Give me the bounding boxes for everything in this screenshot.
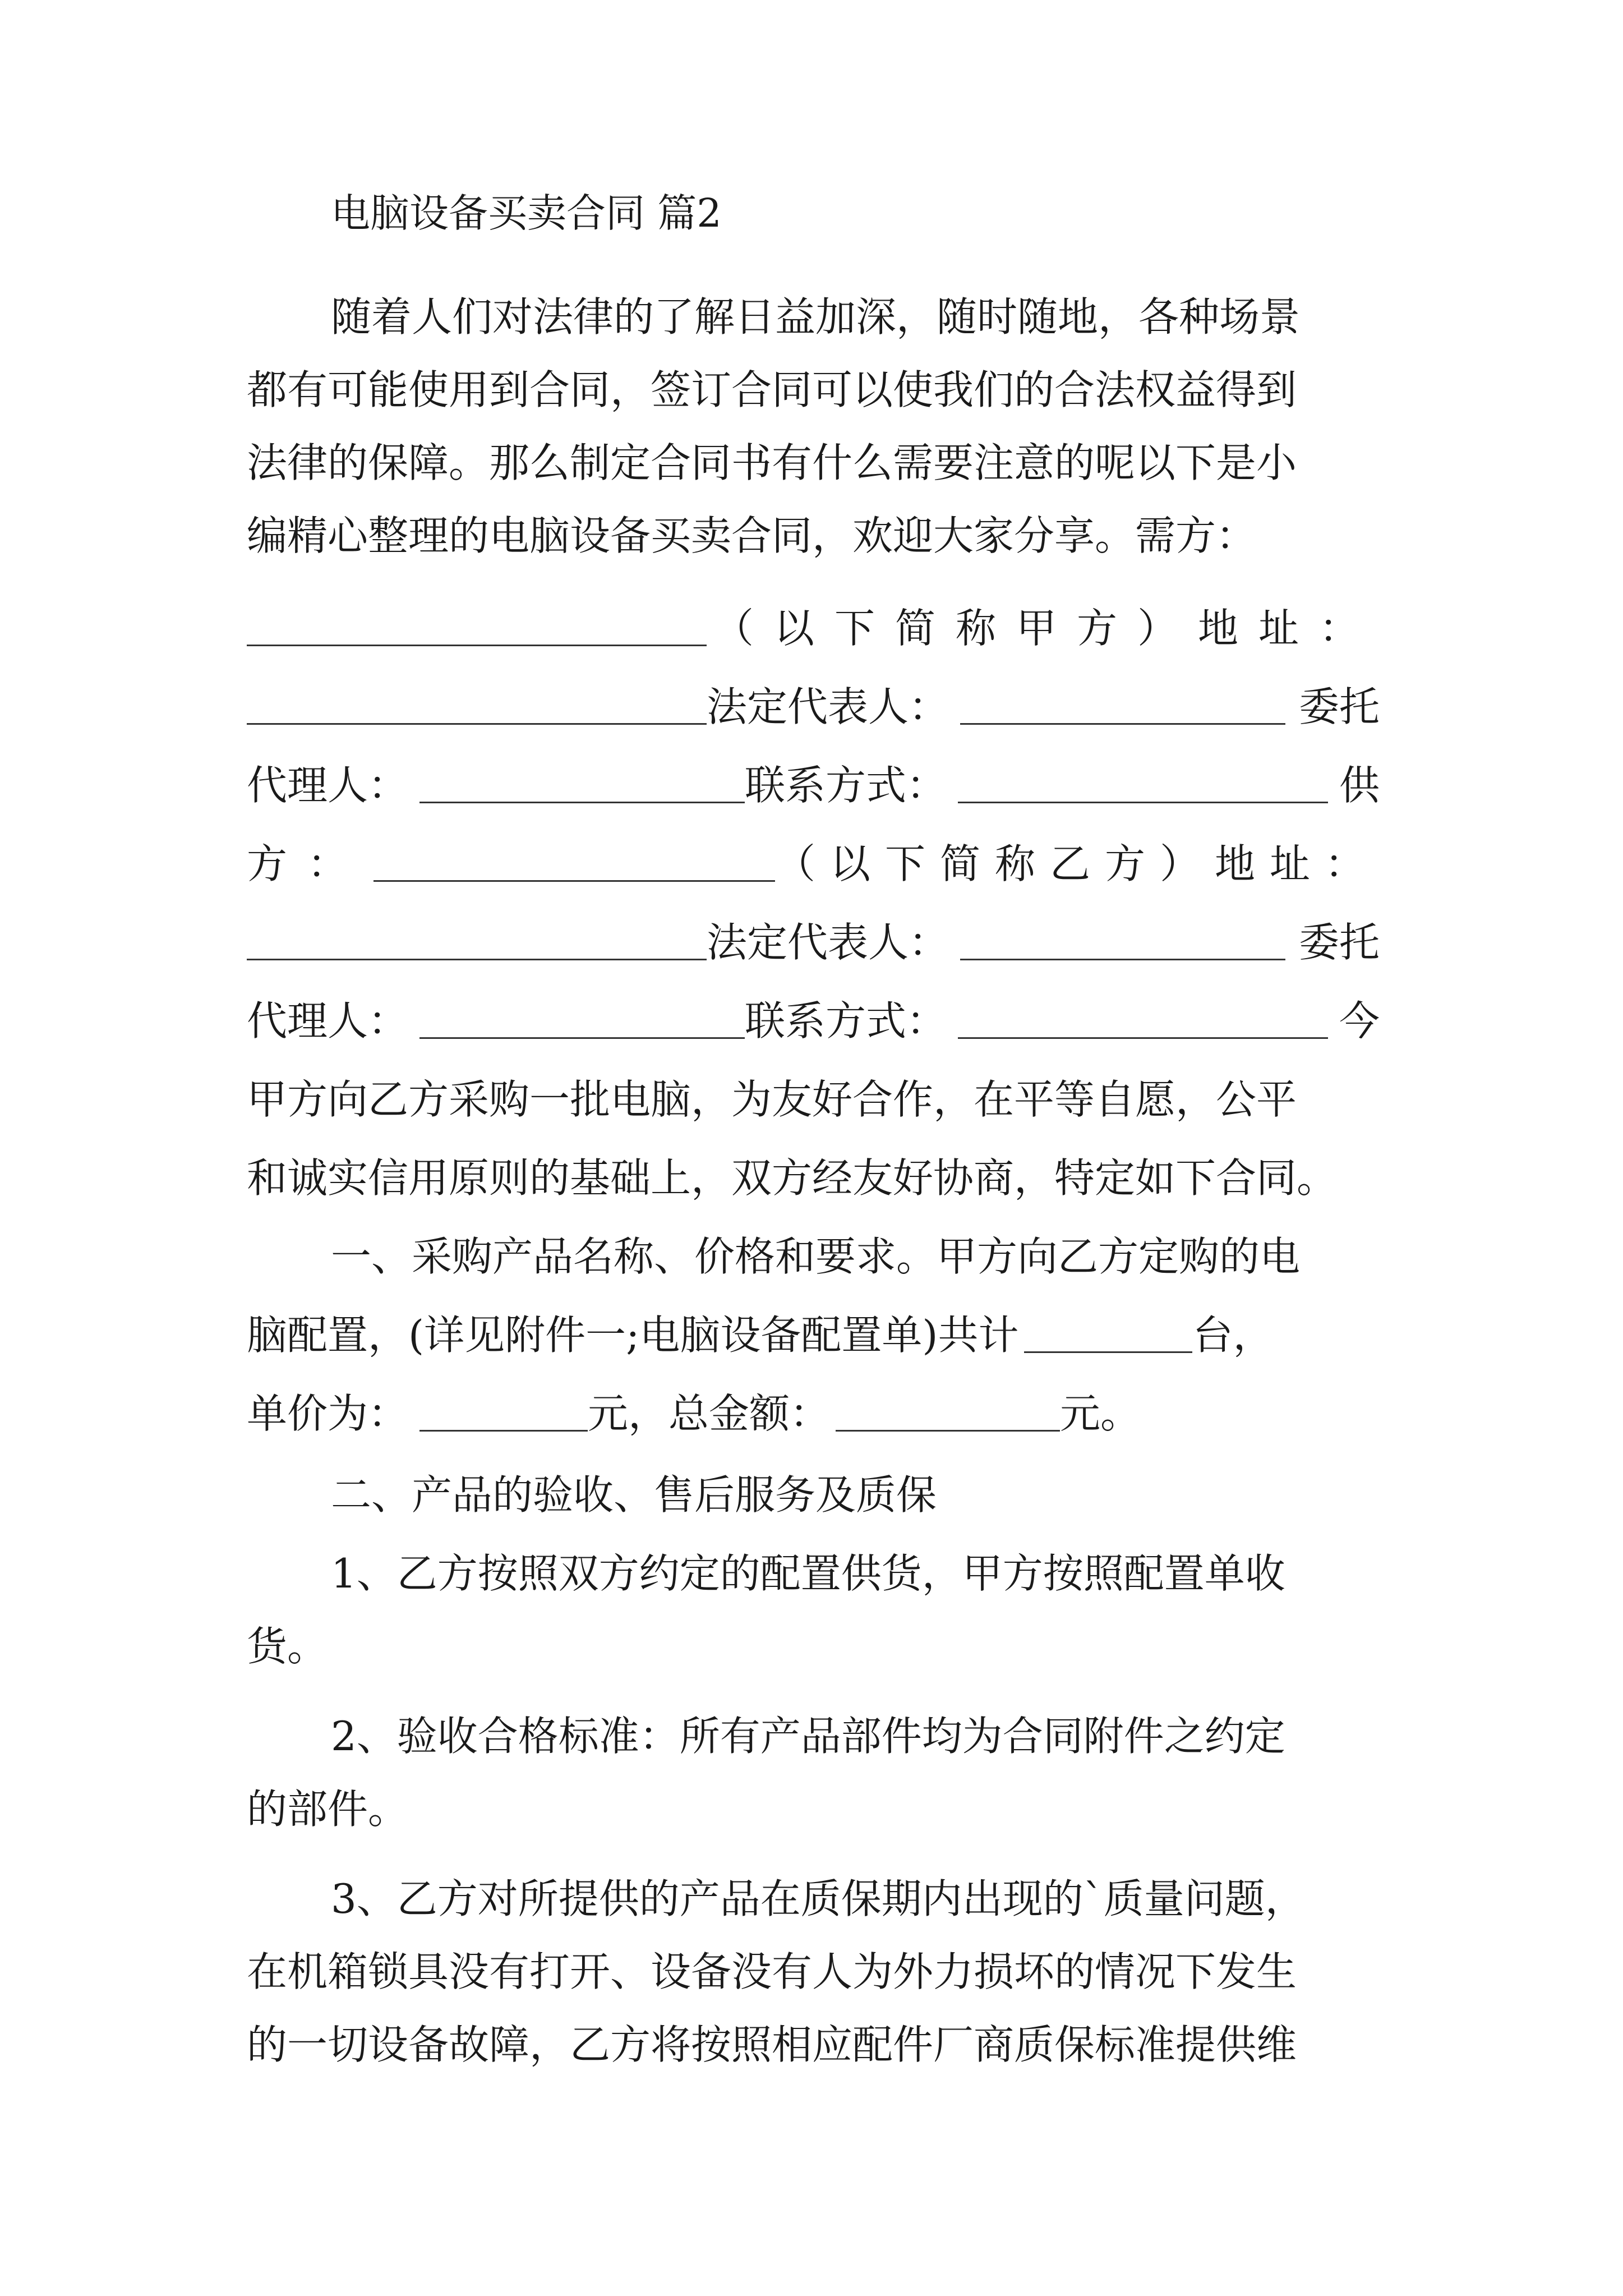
- title-text: 电脑设备买卖合同 篇2: [331, 190, 722, 236]
- item3-text: 3、乙方对所提供的产品在质保期内出现的`质量问题，: [331, 1875, 1306, 1922]
- intro-line-1: [331, 289, 1380, 345]
- unit-price-label: 单价为：: [247, 1390, 409, 1437]
- item1-text: 货。: [247, 1623, 328, 1670]
- purpose-line-2: [247, 1150, 1380, 1206]
- purpose-line-1: [247, 1071, 1380, 1128]
- party-a-address-blank: [247, 684, 707, 725]
- section2-heading: [331, 1467, 1380, 1523]
- section1-line-3: [247, 1386, 1380, 1442]
- intro-line-4: [247, 508, 1380, 564]
- section1-text: 脑配置，(详见附件一;电脑设备配置单)共计: [247, 1312, 1019, 1359]
- intro-text: 都有可能使用到合同，签订合同可以使我们的合法权益得到: [247, 366, 1297, 413]
- quantity-blank: [1024, 1312, 1192, 1353]
- section1-line-2: [247, 1307, 1380, 1363]
- supplier-label-cont: 方：: [247, 840, 368, 887]
- party-b-rep-label: 法定代表人：: [707, 919, 949, 966]
- section2-item1-line-2: [247, 1618, 1380, 1674]
- party-a-entrust-label: 委托: [1298, 683, 1380, 730]
- section2-item3-line-1: [331, 1871, 1380, 1927]
- item3-text: 的一切设备故障，乙方将按照相应配件厂商质保标准提供维: [247, 2021, 1297, 2068]
- document-title: [331, 185, 1380, 241]
- section2-item2-line-1: [331, 1708, 1380, 1764]
- party-b-rep-line: [247, 914, 1380, 970]
- party-a-rep-line: [247, 679, 1380, 735]
- intro-line-2: [247, 362, 1380, 418]
- item1-text: 1、乙方按照双方约定的配置供货，甲方按照配置单收: [331, 1550, 1285, 1597]
- party-a-alias: （以下简称甲方）地址：: [713, 605, 1380, 652]
- party-b-address-line: [247, 836, 1380, 892]
- total-amount-blank: [836, 1391, 1060, 1432]
- supplier-label: 供: [1339, 762, 1380, 809]
- party-a-rep-label: 法定代表人：: [707, 683, 949, 730]
- party-a-name-blank: [247, 605, 707, 646]
- party-b-entrust-label: 委托: [1298, 919, 1380, 966]
- intro-text: 编精心整理的电脑设备买卖合同，欢迎大家分享。需方：: [247, 512, 1257, 559]
- section2-item1-line-1: [331, 1545, 1380, 1602]
- currency-label: 元。: [1060, 1390, 1141, 1437]
- party-b-agent-blank: [419, 998, 745, 1039]
- item2-text: 2、验收合格标准：所有产品部件均为合同附件之约定: [331, 1713, 1285, 1760]
- section1-line-1: [331, 1228, 1380, 1285]
- section2-item3-line-2: [247, 1944, 1380, 2000]
- intro-line-3: [247, 435, 1380, 491]
- party-a-contact-label: 联系方式：: [745, 762, 947, 809]
- party-a-agent-label: 代理人：: [247, 762, 409, 809]
- unit-price-blank: [419, 1391, 588, 1432]
- party-b-contact-blank: [958, 998, 1328, 1039]
- section1-text: 一、采购产品名称、价格和要求。甲方向乙方定购的电: [331, 1233, 1301, 1280]
- item3-text: 在机箱锁具没有打开、设备没有人为外力损坏的情况下发生: [247, 1948, 1297, 1995]
- party-b-address-blank: [247, 919, 707, 960]
- party-b-agent-label: 代理人：: [247, 997, 409, 1045]
- purpose-text: 和诚实信用原则的基础上，双方经友好协商，特定如下合同。: [247, 1154, 1338, 1202]
- party-a-agent-line: [247, 757, 1380, 813]
- party-a-address-line: [247, 600, 1380, 656]
- item2-text: 的部件。: [247, 1786, 409, 1833]
- party-b-agent-line: [247, 993, 1380, 1049]
- party-b-name-blank: [374, 841, 775, 882]
- party-b-rep-blank: [960, 919, 1285, 960]
- intro-text: 法律的保障。那么制定合同书有什么需要注意的呢以下是小: [247, 439, 1297, 486]
- total-amount-label: 元，总金额：: [588, 1390, 831, 1437]
- party-a-agent-blank: [419, 762, 745, 803]
- party-a-rep-blank: [960, 684, 1285, 725]
- section1-unit-text: 台，: [1192, 1312, 1274, 1359]
- party-b-contact-label: 联系方式：: [745, 997, 947, 1045]
- party-a-contact-blank: [958, 762, 1328, 803]
- section2-item3-line-3: [247, 2017, 1380, 2073]
- intro-text: 随着人们对法律的了解日益加深，随时随地，各种场景: [331, 293, 1301, 341]
- party-b-alias: （以下简称乙方）地址：: [774, 840, 1380, 887]
- section2-heading-text: 二、产品的验收、售后服务及质保: [331, 1471, 937, 1519]
- today-label: 今: [1339, 997, 1380, 1045]
- section2-item2-line-2: [247, 1781, 1380, 1837]
- purpose-text: 甲方向乙方采购一批电脑，为友好合作，在平等自愿，公平: [247, 1076, 1297, 1123]
